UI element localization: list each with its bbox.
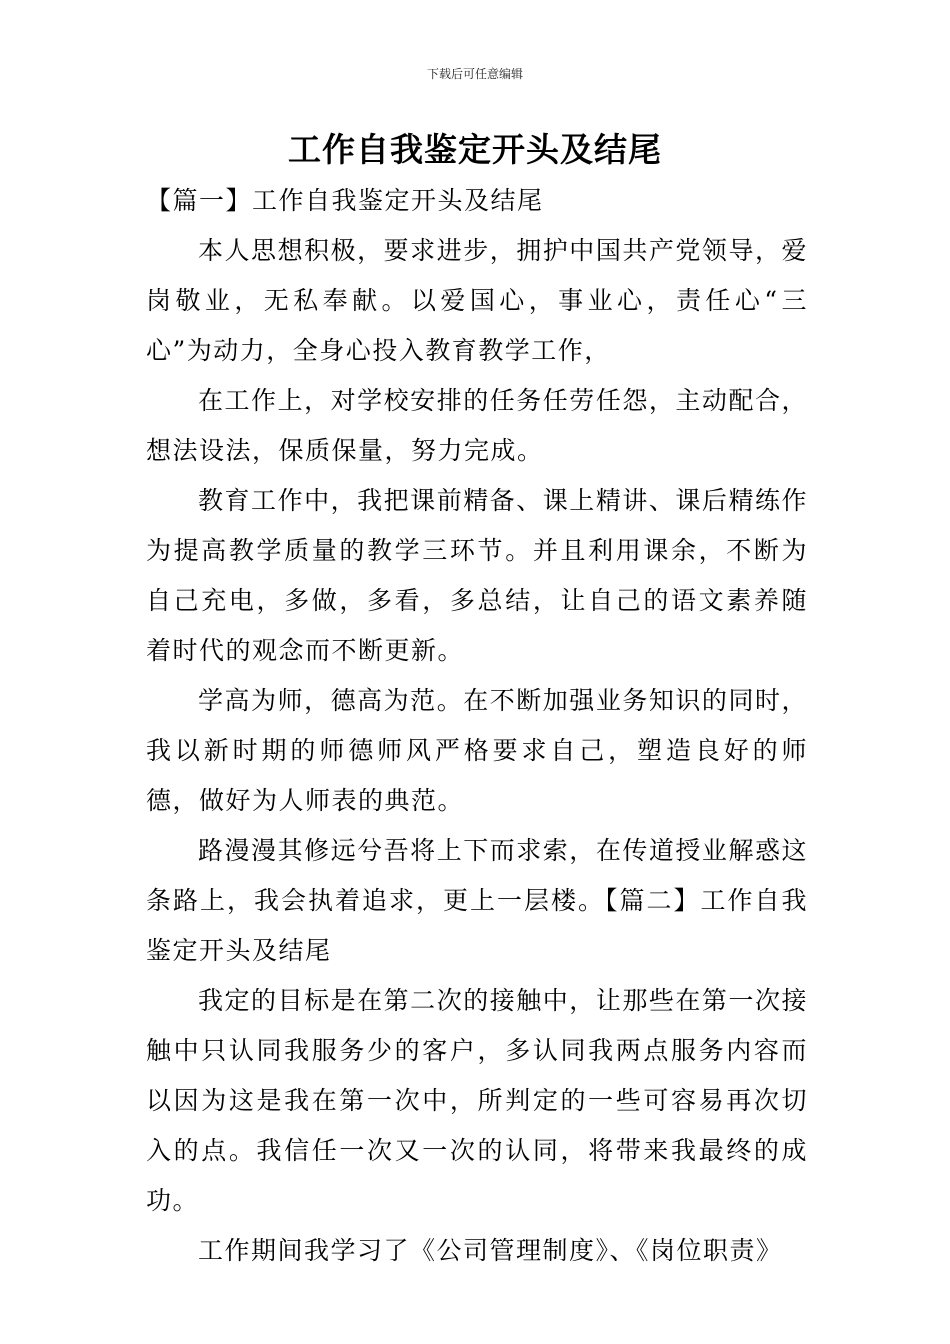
header-note: 下载后可任意编辑: [426, 67, 523, 81]
paragraph-1: 本人思想积极，要求进步，拥护中国共产党领导，爱岗敬业，无私奉献。以爱国心，事业心，责任心“三心”为动力，全身心投入教育教学工作，: [146, 236, 808, 365]
paragraph-4: 学高为师，德高为范。在不断加强业务知识的同时，我以新时期的师德师风严格要求自己，塑造良好的师德，做好为人师表的典范。: [146, 686, 808, 815]
paragraph-5: 路漫漫其修远兮吾将上下而求索，在传道授业解惑这条路上，我会执着追求，更上一层楼。【篇二】工作自我鉴定开头及结尾: [146, 836, 808, 965]
document-body: [146, 176, 808, 1276]
paragraph-6: 我定的目标是在第二次的接触中，让那些在第一次接触中只认同我服务少的客户，多认同我两点服务内容而以因为这是我在第一次中，所判定的一些可容易再次切入的点。我信任一次又一次的认同，将带来我最终的成功。: [146, 986, 808, 1215]
paragraph-3: 教育工作中，我把课前精备、课上精讲、课后精练作为提高教学质量的教学三环节。并且利用课余，不断为自己充电，多做，多看，多总结，让自己的语文素养随着时代的观念而不断更新。: [146, 486, 808, 665]
section-heading: 【篇一】工作自我鉴定开头及结尾: [146, 186, 544, 215]
document-title: 工作自我鉴定开头及结尾: [288, 130, 662, 169]
paragraph-2: 在工作上，对学校安排的任务任劳任怨，主动配合，想法设法，保质保量，努力完成。: [146, 386, 808, 465]
paragraph-7: 工作期间我学习了《公司管理制度》、《岗位职责》: [198, 1236, 783, 1265]
